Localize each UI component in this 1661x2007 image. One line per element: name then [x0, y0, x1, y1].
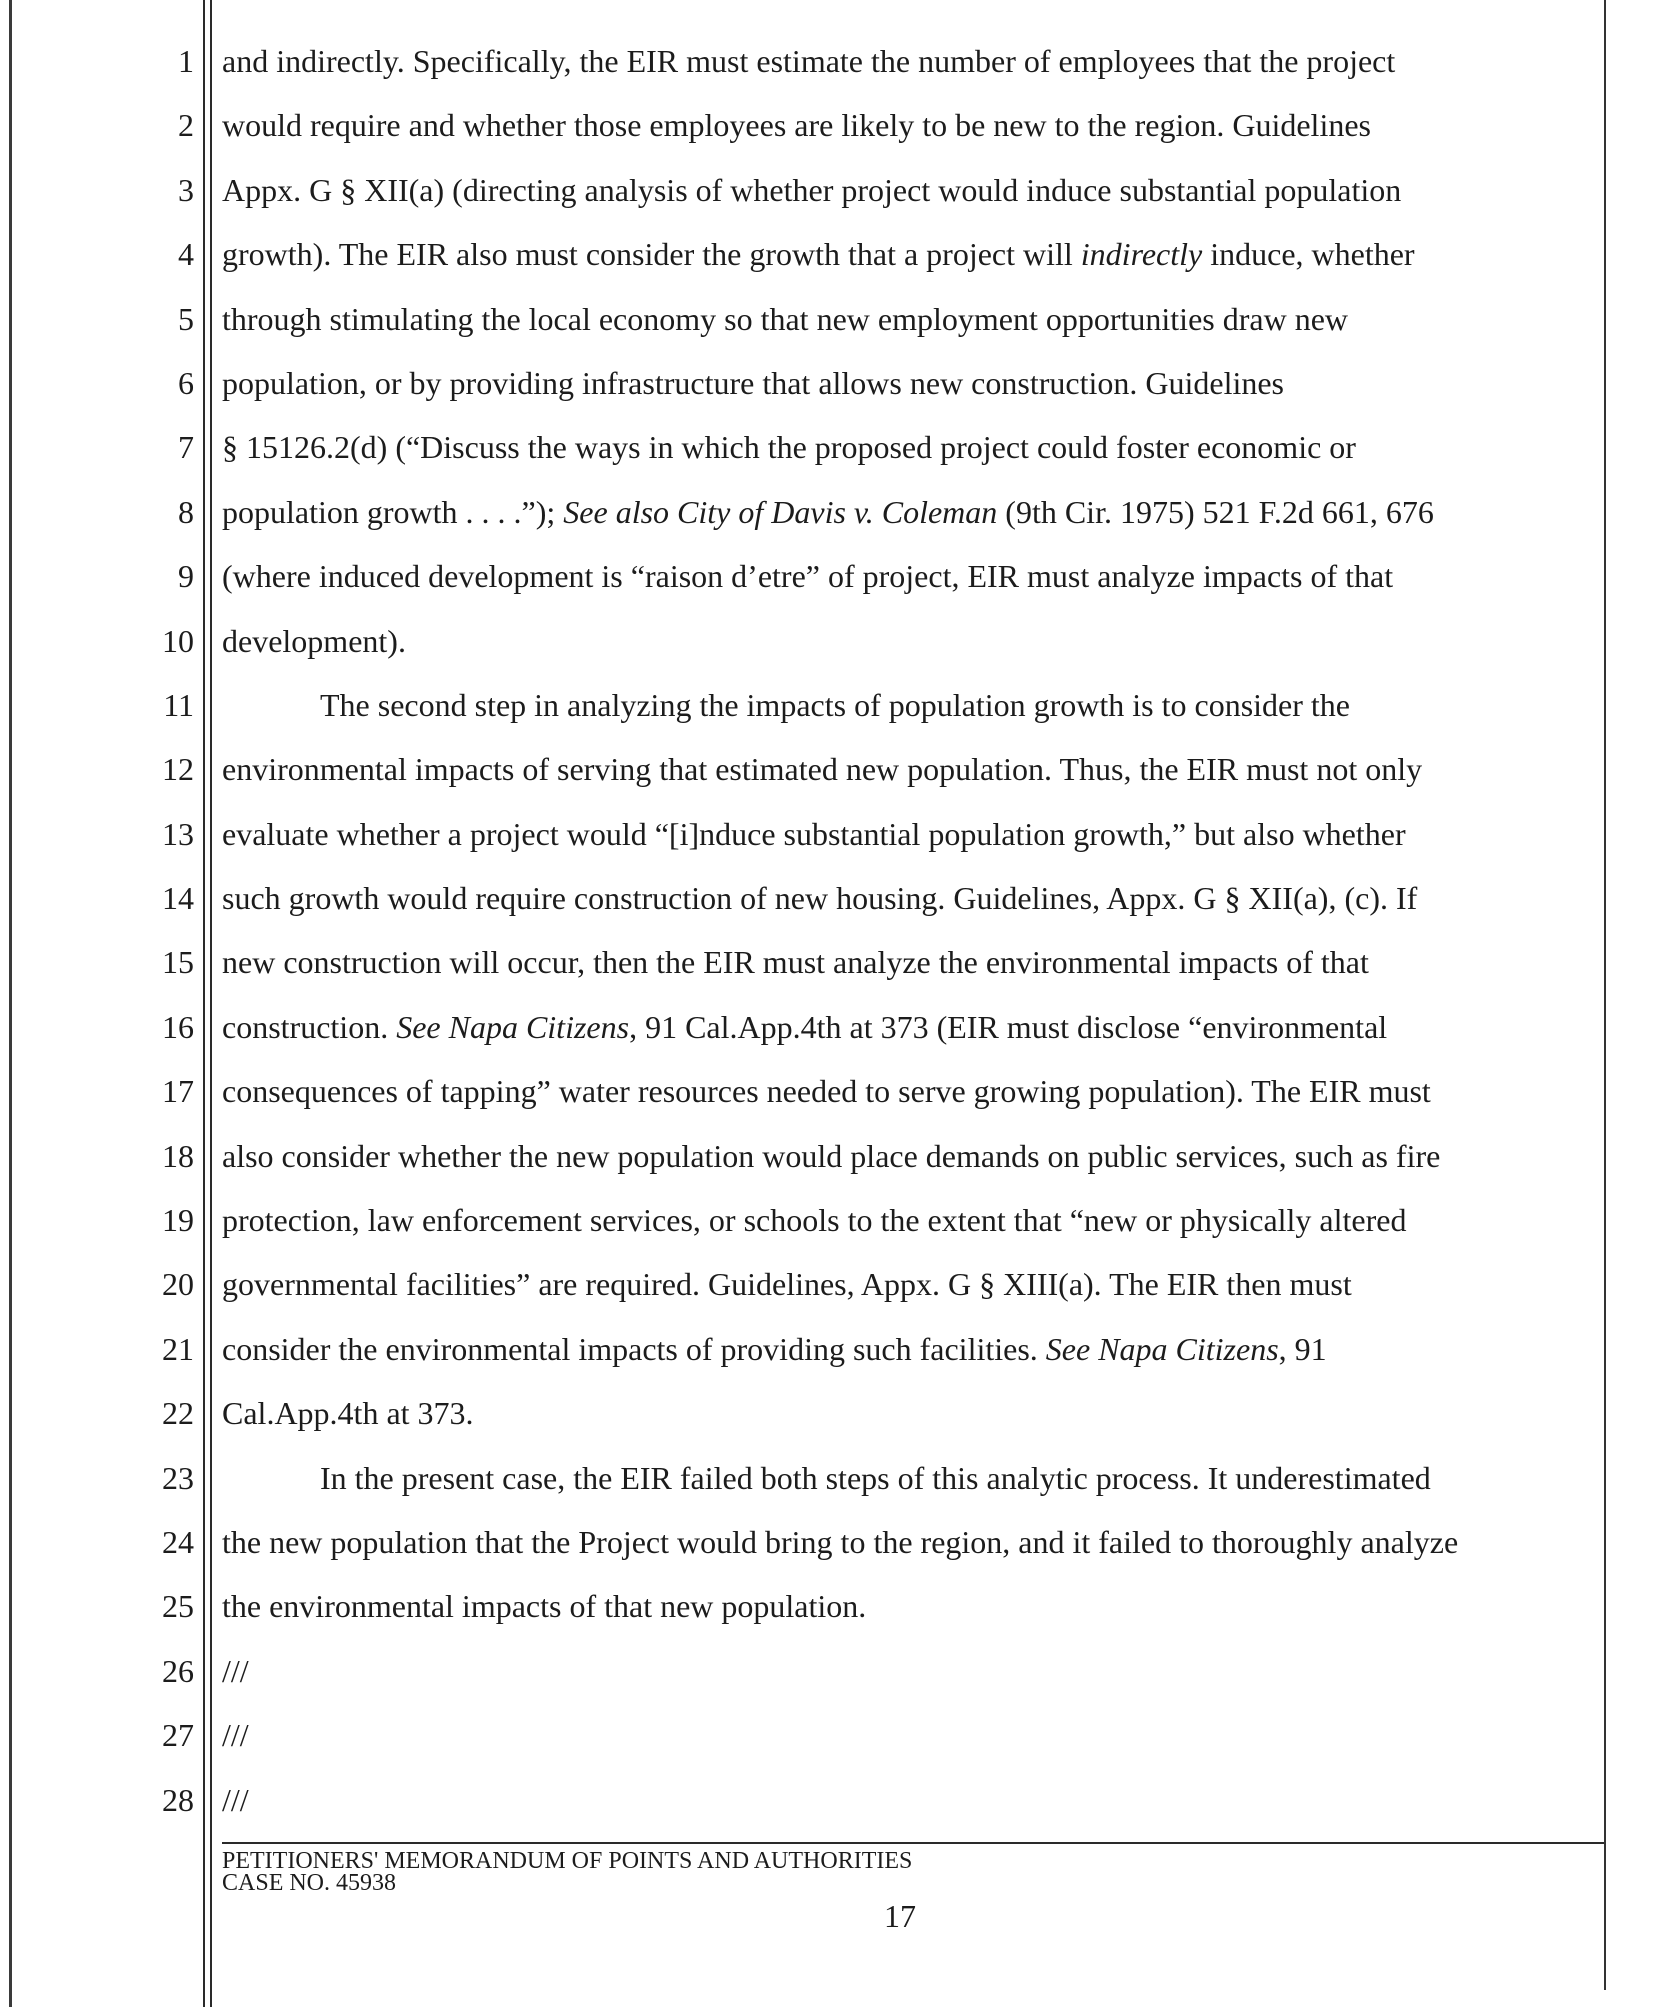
- italic-citation: indirectly: [1080, 236, 1203, 273]
- line-number: 5: [178, 300, 194, 337]
- italic-citation: See Napa Citizens: [396, 1008, 630, 1045]
- line-number: 4: [178, 236, 194, 273]
- text-line: [222, 1326, 1592, 1390]
- right-margin-rule: [1604, 0, 1606, 1990]
- line-number: 8: [178, 493, 194, 530]
- text-segment: construction.: [222, 1008, 397, 1045]
- text-line: [222, 167, 1592, 231]
- text-line: [222, 811, 1592, 875]
- text-segment: (9th Cir. 1975) 521 F.2d 661, 676: [997, 493, 1434, 530]
- line-number: 13: [162, 815, 194, 852]
- text-line: [222, 360, 1592, 424]
- line-number: 14: [162, 880, 194, 917]
- line-number: 20: [162, 1266, 194, 1303]
- text-segment: The second step in analyzing the impacts of population growth is to consider the: [320, 686, 1350, 723]
- line-number: 10: [162, 622, 194, 659]
- text-segment: , 91: [1278, 1330, 1327, 1367]
- text-segment: protection, law enforcement services, or schools to the extent that “new or physically altered: [222, 1202, 1407, 1239]
- text-segment: development).: [222, 622, 406, 659]
- italic-citation: See Napa Citizens: [1045, 1330, 1279, 1367]
- text-line: [222, 1712, 1592, 1776]
- text-segment: and indirectly. Specifically, the EIR must estimate the number of employees that the project: [222, 43, 1396, 79]
- text-segment: Cal.App.4th at 373.: [222, 1395, 474, 1432]
- text-line: [222, 875, 1592, 939]
- text-line: [222, 1133, 1592, 1197]
- text-line: [222, 1455, 1592, 1519]
- text-line: [222, 618, 1592, 682]
- line-number: 21: [162, 1330, 194, 1367]
- text-line: [222, 1004, 1592, 1068]
- text-segment: population growth . . . .”);: [222, 493, 564, 530]
- margin-rule-inner: [203, 0, 205, 2007]
- line-number: 27: [162, 1717, 194, 1754]
- text-segment: consequences of tapping” water resources needed to serve growing population). The EIR must: [222, 1073, 1431, 1110]
- text-line: [222, 102, 1592, 166]
- text-line: [222, 1261, 1592, 1325]
- text-line: [222, 1519, 1592, 1583]
- left-edge-rule: [9, 0, 12, 2007]
- text-segment: the environmental impacts of that new population.: [222, 1588, 867, 1625]
- text-line: [222, 231, 1592, 295]
- text-segment: governmental facilities” are required. Guidelines, Appx. G § XIII(a). The EIR then must: [222, 1266, 1352, 1303]
- text-line: [222, 682, 1592, 746]
- text-segment: ///: [222, 1652, 249, 1689]
- text-segment: induce, whether: [1202, 236, 1415, 273]
- text-segment: also consider whether the new population would place demands on public services, such as fire: [222, 1137, 1441, 1174]
- text-line: [222, 553, 1592, 617]
- text-line: [222, 424, 1592, 488]
- text-line: [222, 489, 1592, 553]
- text-segment: § 15126.2(d) (“Discuss the ways in which the proposed project could foster economic or: [222, 429, 1356, 466]
- text-segment: (where induced development is “raison d’etre” of project, EIR must analyze impacts of that: [222, 558, 1394, 595]
- line-number: 6: [178, 364, 194, 401]
- text-segment: through stimulating the local economy so that new employment opportunities draw new: [222, 300, 1348, 337]
- text-line: [222, 1197, 1592, 1261]
- line-number: 18: [162, 1137, 194, 1174]
- line-number: 9: [178, 558, 194, 595]
- line-number: 24: [162, 1523, 194, 1560]
- text-segment: ///: [222, 1717, 249, 1754]
- line-number: 15: [162, 944, 194, 981]
- text-segment: evaluate whether a project would “[i]nduce substantial population growth,” but also whether: [222, 815, 1406, 852]
- text-segment: Appx. G § XII(a) (directing analysis of whether project would induce substantial population: [222, 171, 1402, 208]
- line-number: 1: [178, 43, 194, 79]
- text-line: [222, 296, 1592, 360]
- document-body: [222, 38, 1592, 1841]
- line-number: 3: [178, 171, 194, 208]
- text-segment: consider the environmental impacts of providing such facilities.: [222, 1330, 1046, 1367]
- line-number: 11: [163, 686, 194, 723]
- text-line: [222, 746, 1592, 810]
- footer-case-number: CASE NO. 45938: [222, 1870, 397, 1896]
- line-number: 23: [162, 1459, 194, 1496]
- text-line: [222, 1068, 1592, 1132]
- line-number: 17: [162, 1073, 194, 1110]
- line-number: 7: [178, 429, 194, 466]
- text-line: [222, 38, 1592, 102]
- line-number: 12: [162, 751, 194, 788]
- footer-rule: [222, 1842, 1604, 1844]
- text-segment: would require and whether those employees are likely to be new to the region. Guidelines: [222, 107, 1371, 144]
- text-segment: growth). The EIR also must consider the growth that a project will: [222, 236, 1081, 273]
- text-segment: the new population that the Project would bring to the region, and it failed to thoroughly analyze: [222, 1523, 1459, 1560]
- page-number: 17: [884, 1898, 916, 1934]
- text-segment: such growth would require construction of new housing. Guidelines, Appx. G § XII(a), (c). If: [222, 880, 1418, 917]
- text-segment: In the present case, the EIR failed both steps of this analytic process. It underestimated: [320, 1459, 1431, 1496]
- footer-document-title: PETITIONERS' MEMORANDUM OF POINTS AND AUTHORITIES: [222, 1848, 913, 1874]
- text-segment: new construction will occur, then the EIR must analyze the environmental impacts of that: [222, 944, 1369, 981]
- text-line: [222, 1583, 1592, 1647]
- text-line: [222, 939, 1592, 1003]
- line-number: 16: [162, 1008, 194, 1045]
- italic-citation: See also City of Davis v. Coleman: [563, 493, 998, 530]
- line-number: 26: [162, 1652, 194, 1689]
- margin-rule-outer: [210, 0, 212, 2007]
- line-number: 19: [162, 1202, 194, 1239]
- text-segment: environmental impacts of serving that estimated new population. Thus, the EIR must not only: [222, 751, 1423, 788]
- text-line: [222, 1390, 1592, 1454]
- text-line: [222, 1648, 1592, 1712]
- line-number: 28: [162, 1781, 194, 1818]
- text-segment: , 91 Cal.App.4th at 373 (EIR must disclose “environmental: [629, 1008, 1388, 1045]
- line-number: 2: [178, 107, 194, 144]
- line-number: 25: [162, 1588, 194, 1625]
- line-number-column: [130, 38, 194, 1841]
- text-segment: ///: [222, 1781, 249, 1818]
- line-number: 22: [162, 1395, 194, 1432]
- text-segment: population, or by providing infrastructure that allows new construction. Guidelines: [222, 364, 1284, 401]
- text-line: [222, 1777, 1592, 1841]
